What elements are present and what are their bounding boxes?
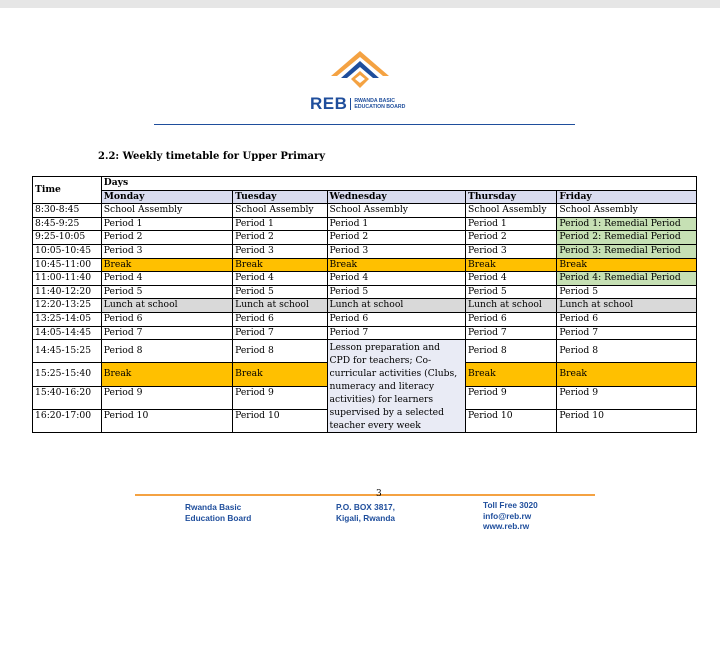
table-row	[33, 326, 697, 340]
cell-thursday: Period 1	[466, 217, 557, 231]
cell-friday: Period 4: Remedial Period	[557, 272, 697, 286]
footer-website-link[interactable]: www.reb.rw	[483, 521, 530, 531]
time-cell: 12:20-13:25	[33, 299, 102, 313]
cell-wednesday: Period 7	[327, 326, 466, 340]
footer-org	[185, 502, 251, 523]
cell-friday: Period 5	[557, 285, 697, 299]
cell-monday: Period 6	[101, 312, 232, 326]
footer-address-line1: P.O. BOX 3817,	[336, 502, 395, 512]
cell-tuesday: Period 6	[233, 312, 327, 326]
time-header: Time	[33, 177, 102, 204]
time-cell: 11:00-11:40	[33, 272, 102, 286]
cell-wednesday: Period 6	[327, 312, 466, 326]
cell-monday: Period 1	[101, 217, 232, 231]
cell-tuesday: Period 4	[233, 272, 327, 286]
logo-acronym: REB	[310, 94, 348, 113]
logo-full-name-line1: RWANDA BASIC	[354, 98, 396, 104]
cell-wednesday: School Assembly	[327, 204, 466, 218]
cell-monday: Period 2	[101, 231, 232, 245]
days-header: Days	[101, 177, 696, 191]
time-cell: 14:45-15:25	[33, 340, 102, 363]
logo-full-name-line2: EDUCATION BOARD	[354, 104, 406, 110]
time-cell: 14:05-14:45	[33, 326, 102, 340]
time-cell: 10:05-10:45	[33, 244, 102, 258]
cell-monday: Period 10	[101, 409, 232, 432]
top-bar	[0, 0, 720, 8]
cell-monday: Lunch at school	[101, 299, 232, 313]
cell-friday: Period 8	[557, 340, 697, 363]
cell-wednesday: Period 2	[327, 231, 466, 245]
logo-separator	[350, 98, 351, 110]
day-header-friday: Friday	[557, 190, 697, 204]
cell-thursday: Period 7	[466, 326, 557, 340]
time-cell: 16:20-17:00	[33, 409, 102, 432]
footer-org-line1: Rwanda Basic	[185, 502, 242, 512]
table-row	[33, 312, 697, 326]
table-row	[33, 258, 697, 272]
section-title: 2.2: Weekly timetable for Upper Primary	[98, 151, 326, 162]
cell-tuesday: Period 1	[233, 217, 327, 231]
cell-tuesday: Lunch at school	[233, 299, 327, 313]
cell-monday: Break	[101, 363, 232, 386]
logo-full-name	[354, 98, 405, 110]
header-divider	[154, 124, 575, 125]
cell-monday: Period 8	[101, 340, 232, 363]
cell-tuesday: School Assembly	[233, 204, 327, 218]
cell-friday: Period 9	[557, 386, 697, 409]
table-row	[33, 285, 697, 299]
cell-thursday: Break	[466, 258, 557, 272]
cell-friday: Period 10	[557, 409, 697, 432]
cell-friday: Break	[557, 258, 697, 272]
cell-friday: Period 1: Remedial Period	[557, 217, 697, 231]
cell-thursday: Period 6	[466, 312, 557, 326]
footer-email-link[interactable]: info@reb.rw	[483, 510, 532, 521]
cell-tuesday: Period 8	[233, 340, 327, 363]
time-cell: 9:25-10:05	[33, 231, 102, 245]
cell-wednesday: Period 4	[327, 272, 466, 286]
cell-thursday: Period 10	[466, 409, 557, 432]
day-header-monday: Monday	[101, 190, 232, 204]
cell-wednesday: Period 1	[327, 217, 466, 231]
cell-thursday: Period 5	[466, 285, 557, 299]
table-row	[33, 244, 697, 258]
time-cell: 8:30-8:45	[33, 204, 102, 218]
cell-thursday: Period 9	[466, 386, 557, 409]
cell-tuesday: Break	[233, 363, 327, 386]
day-header-tuesday: Tuesday	[233, 190, 327, 204]
cell-wednesday: Break	[327, 258, 466, 272]
cell-tuesday: Period 7	[233, 326, 327, 340]
footer-address	[336, 502, 395, 523]
table-row	[33, 231, 697, 245]
cell-tuesday: Period 5	[233, 285, 327, 299]
reb-house-icon	[330, 50, 390, 94]
cell-friday: Period 6	[557, 312, 697, 326]
cell-monday: School Assembly	[101, 204, 232, 218]
cell-friday: Period 2: Remedial Period	[557, 231, 697, 245]
cell-thursday: School Assembly	[466, 204, 557, 218]
cell-friday: Lunch at school	[557, 299, 697, 313]
cell-wednesday: Period 3	[327, 244, 466, 258]
footer-divider	[135, 494, 595, 496]
time-cell: 15:40-16:20	[33, 386, 102, 409]
cell-monday: Period 5	[101, 285, 232, 299]
cell-monday: Period 7	[101, 326, 232, 340]
cell-monday: Break	[101, 258, 232, 272]
cell-thursday: Period 2	[466, 231, 557, 245]
cell-wednesday: Period 5	[327, 285, 466, 299]
cell-tuesday: Period 9	[233, 386, 327, 409]
time-cell: 8:45-9:25	[33, 217, 102, 231]
footer-contact	[483, 500, 538, 532]
time-cell: 11:40-12:20	[33, 285, 102, 299]
cell-monday: Period 3	[101, 244, 232, 258]
cell-friday: Period 3: Remedial Period	[557, 244, 697, 258]
cell-tuesday: Period 10	[233, 409, 327, 432]
table-row	[33, 340, 697, 363]
table-row	[33, 272, 697, 286]
time-cell: 13:25-14:05	[33, 312, 102, 326]
cell-friday: Period 7	[557, 326, 697, 340]
day-header-wednesday: Wednesday	[327, 190, 466, 204]
time-cell: 10:45-11:00	[33, 258, 102, 272]
wednesday-afternoon-cpd-cell: Lesson preparation and CPD for teachers; Co-curricular activities (Clubs, numeracy and literacy activities) for learners supervised by a selected teacher every week	[327, 340, 466, 433]
cell-friday: School Assembly	[557, 204, 697, 218]
table-row	[33, 217, 697, 231]
cell-thursday: Break	[466, 363, 557, 386]
cell-tuesday: Period 3	[233, 244, 327, 258]
cell-tuesday: Break	[233, 258, 327, 272]
cell-friday: Break	[557, 363, 697, 386]
cell-monday: Period 9	[101, 386, 232, 409]
day-header-row	[33, 190, 697, 204]
time-cell: 15:25-15:40	[33, 363, 102, 386]
cell-thursday: Period 3	[466, 244, 557, 258]
cell-thursday: Period 8	[466, 340, 557, 363]
footer-tollfree: Toll Free 3020	[483, 500, 538, 510]
reb-logo	[305, 50, 415, 116]
page-number: 3	[376, 489, 382, 499]
cell-tuesday: Period 2	[233, 231, 327, 245]
cell-monday: Period 4	[101, 272, 232, 286]
table-row	[33, 204, 697, 218]
weekly-timetable	[32, 176, 697, 433]
table-header-row	[33, 177, 697, 191]
day-header-thursday: Thursday	[466, 190, 557, 204]
table-row	[33, 299, 697, 313]
cell-wednesday: Lunch at school	[327, 299, 466, 313]
cell-thursday: Period 4	[466, 272, 557, 286]
footer-org-line2: Education Board	[185, 512, 252, 523]
footer-address-line2: Kigali, Rwanda	[336, 512, 396, 523]
cell-thursday: Lunch at school	[466, 299, 557, 313]
